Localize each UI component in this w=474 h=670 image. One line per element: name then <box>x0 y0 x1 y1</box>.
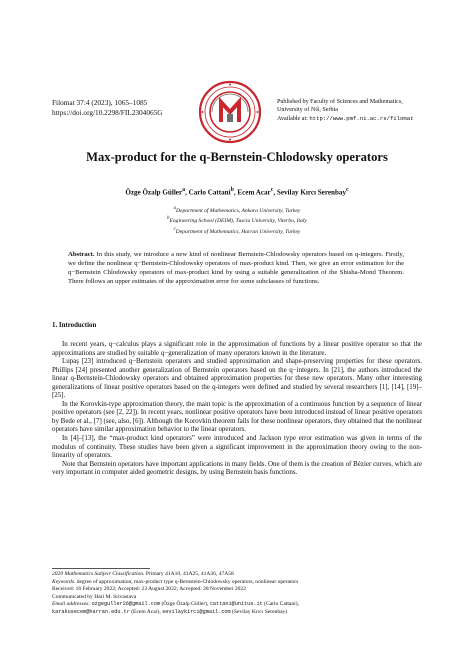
msc-codes: Primary 41A10, 41A25, 41A36, 47A58 <box>144 571 234 577</box>
communicated-line: Communicated by Hari M. Srivastava <box>52 593 137 600</box>
email-link[interactable]: sevilaykirci@gmail.com <box>162 608 231 615</box>
paragraph: Lupaş [23] introduced q−Bernstein operators and studied approximation and shape-preserving properties for these operators. Phillips [24] presented another generalization of Bernstein operators based on the q−integers. In [21], the authors introduced the linear q-Bernstein-Chlodowsky operators and obtained approximation properties for these new operators. Many other interesting generalizations of linear positive operators based on the q-integers were defined and studied by several researchers [1], [14], [19]–[25]. <box>52 357 422 400</box>
affiliation-item <box>0 205 474 215</box>
email-owner: (Sevilay Kırcı Serenbay) <box>230 608 288 615</box>
author-affiliation-mark: b <box>230 187 234 193</box>
body-text <box>52 340 422 477</box>
journal-citation: Filomat 37:4 (2023), 1065–1085 <box>52 98 148 107</box>
affiliation-mark: b <box>167 216 170 222</box>
email-owner: (Özge Özalp Güller), <box>160 601 210 607</box>
university-seal-logo <box>198 80 262 144</box>
email-link[interactable]: karakusecem@harran.edu.tr <box>52 608 130 615</box>
footnotes <box>52 571 422 616</box>
author-list: Özge Özalp Güller$^a$, Carlo Cattani$^b$, Ecem Acar$^c$, Sevilay Kırcı Serenbay$^c$ <box>125 187 349 197</box>
author-name: Carlo Cattani <box>188 188 231 197</box>
keywords-line <box>52 579 422 587</box>
email-line <box>52 609 422 617</box>
affiliation-text: Department of Mathematics, Ankara University, Turkey <box>175 207 301 214</box>
affiliation-text: Department of Mathematics, Harran University, Turkey <box>175 228 301 235</box>
keywords-label: Keywords. <box>52 578 76 585</box>
paragraph: In recent years, q−calculus plays a significant role in the approximation of functions by a linear positive operator so that the approximations are studied by suitable q−generalization of many operators known in the literature. <box>52 340 422 357</box>
publisher-line-1: Published by Faculty of Sciences and Mathematics, <box>277 99 403 105</box>
availability-line <box>277 115 413 123</box>
affiliation-text: Engineering School (DEIM), Tuscia University, Viterbo, Italy <box>169 218 307 225</box>
email-label: Email addresses: <box>52 601 91 607</box>
paragraph: In the Korovkin-type approximation theory, the main topic is the approximation of a continuous function by a sequence of linear positive operators (see [2, 22]). In recent years, nonlinear positive operators have been introduced instead of linear positive operators by Bede et al., [7] (see, also, [6]). Although the Korovkin theorem fails for these nonlinear operators, they obtained that the nonlinear operators have similar approximation behavior to the linear operators. <box>52 399 422 434</box>
author-affiliation-mark: a <box>182 187 186 193</box>
abstract <box>68 251 404 287</box>
affiliation-item <box>0 226 474 236</box>
affiliation-item <box>0 215 474 225</box>
email-link[interactable]: ozgeguller26@gmail.com <box>91 601 161 607</box>
received-line: Received: 16 February 2022; Accepted: 23 August 2022; Accepted: 28 November 2022 <box>52 586 246 592</box>
paper-title: Max-product for the q-Bernstein-Chlodowsky operators <box>86 150 388 164</box>
section-heading: 1. Introduction <box>52 322 97 329</box>
author-affiliation-mark: c <box>270 187 274 193</box>
journal-header <box>52 98 163 117</box>
publisher-info <box>277 98 413 123</box>
footnote-divider <box>52 568 150 569</box>
publisher-line-2: University of Niš, Serbia <box>277 107 338 114</box>
author-name: Sevilay Kırcı Serenbay <box>276 188 346 197</box>
abstract-text: In this study, we introduce a new kind of nonlinear Bernstein-Chlodowsky operators based on q-integers. Firstly, we define the nonlinear q−Bernstein-Chlodowsky operators of max-product kind. Then, we give an error estimation for the q−Bernstein Chlodowsky operators of max-product kind by using a suitable generalization of the Shisha-Mond Theorem. There follows an upper estimates of the approximation error for some subclasses of functions. <box>68 251 405 285</box>
paragraph: In [4]–[13], the “max-product kind operators” were introduced and Jackson type error estimation was given in terms of the modulus of continuity. These studies have been given a significant improvement in the approximation theory owing to the non-linearity of operators. <box>52 434 422 460</box>
email-owner: (Carlo Cattani), <box>262 601 299 607</box>
journal-url-link[interactable]: http://www.pmf.ni.ac.rs/filomat <box>309 114 414 122</box>
email-line <box>52 601 422 609</box>
email-owner: (Ecem Acar), <box>129 608 163 615</box>
doi-link[interactable]: https://doi.org/10.2298/FIL2304065G <box>52 107 163 117</box>
abstract-label: Abstract. <box>68 251 95 258</box>
author-name: Özge Özalp Güller <box>125 188 183 197</box>
affiliation-mark: a <box>173 206 176 211</box>
available-label: Available at: <box>277 115 310 122</box>
paragraph: Note that Bernstein operators have important applications in many fields. One of them is the creation of Bézier curves, which are very important in computer aided geometric designs, by using Bernstein basis functions. <box>52 459 422 477</box>
email-link[interactable]: cattani@unitus.it <box>209 601 263 607</box>
msc-label: 2020 Mathematics Subject Classification. <box>52 571 145 577</box>
affiliation-mark: c <box>173 226 176 232</box>
author-name: Ecem Acar <box>237 188 271 197</box>
author-affiliation-mark: c <box>346 187 349 193</box>
msc-line <box>52 571 422 579</box>
keywords-text: degree of approximation, max-product type q-Bernstein-Chlodowsky operators, nonlinear operators <box>75 578 299 585</box>
affiliations <box>0 205 474 236</box>
